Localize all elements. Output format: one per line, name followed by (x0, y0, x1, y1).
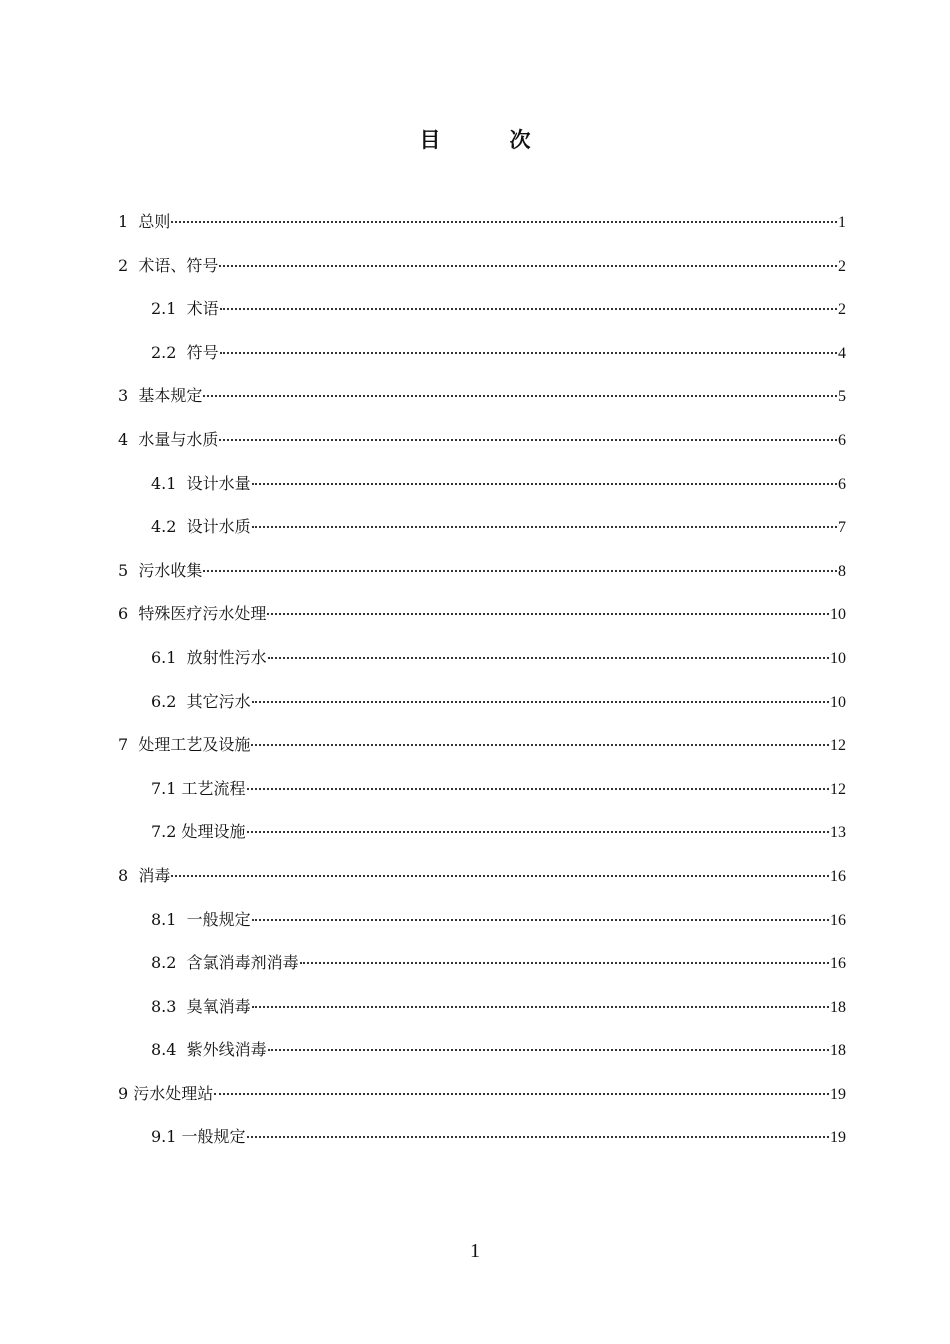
toc-leader-dots (252, 1005, 829, 1008)
table-of-contents (118, 204, 846, 1163)
page-title: 目 次 (419, 127, 555, 152)
toc-leader-dots (252, 482, 837, 485)
toc-leader-dots (220, 351, 837, 354)
toc-leader-dots (247, 830, 829, 833)
toc-entry-page: 8 (838, 562, 846, 580)
toc-entry[interactable] (118, 596, 846, 640)
toc-entry[interactable] (118, 989, 846, 1033)
toc-leader-dots (203, 394, 837, 397)
toc-entry-label: 2.1 术语 (151, 299, 219, 319)
toc-entry-page: 6 (838, 475, 846, 493)
toc-entry-page: 16 (830, 955, 846, 973)
toc-entry-page: 10 (830, 693, 846, 711)
toc-entry[interactable] (118, 1119, 846, 1163)
toc-entry-page: 19 (830, 1085, 846, 1103)
toc-entry-page: 12 (830, 780, 846, 798)
toc-leader-dots (300, 961, 829, 964)
toc-leader-dots (251, 743, 829, 746)
toc-leader-dots (252, 525, 837, 528)
toc-entry-label: 4.2 设计水质 (151, 517, 251, 537)
toc-entry-label: 6 特殊医疗污水处理 (118, 604, 267, 624)
toc-entry-label: 8.4 紫外线消毒 (151, 1040, 267, 1060)
toc-entry-label: 9 污水处理站 (118, 1083, 214, 1103)
toc-entry[interactable] (118, 902, 846, 946)
toc-entry-page: 12 (830, 737, 846, 755)
toc-entry[interactable] (118, 553, 846, 597)
toc-entry-label: 7.2 处理设施 (151, 822, 246, 842)
toc-entry[interactable] (118, 771, 846, 815)
toc-entry[interactable] (118, 335, 846, 379)
toc-entry-page: 1 (838, 214, 846, 231)
toc-entry[interactable] (118, 858, 846, 902)
toc-entry[interactable] (118, 248, 846, 292)
toc-entry-label: 9.1 一般规定 (151, 1127, 246, 1147)
toc-entry-label: 2.2 符号 (151, 342, 219, 362)
toc-entry-page: 18 (830, 998, 846, 1016)
toc-entry[interactable] (118, 422, 846, 466)
toc-entry-label: 4 水量与水质 (118, 429, 219, 449)
toc-entry-label: 8.1 一般规定 (151, 909, 251, 929)
toc-entry-label: 1 总则 (118, 212, 171, 231)
toc-entry-page: 13 (830, 824, 846, 842)
toc-leader-dots (203, 569, 837, 572)
toc-entry[interactable] (118, 509, 846, 553)
toc-entry[interactable] (118, 945, 846, 989)
toc-entry-label: 6.2 其它污水 (151, 691, 251, 711)
toc-entry-page: 7 (838, 519, 846, 537)
toc-entry-page: 2 (838, 301, 846, 319)
toc-entry-page: 16 (830, 911, 846, 929)
toc-entry[interactable] (118, 727, 846, 771)
toc-leader-dots (171, 874, 829, 877)
toc-entry[interactable] (118, 1076, 846, 1120)
toc-leader-dots (220, 307, 837, 310)
toc-entry-label: 7.1 工艺流程 (151, 778, 246, 798)
toc-leader-dots (268, 656, 829, 659)
toc-entry-page: 10 (830, 606, 846, 624)
toc-entry[interactable] (118, 1032, 846, 1076)
toc-entry-label: 4.1 设计水量 (151, 473, 251, 493)
toc-entry-label: 6.1 放射性污水 (151, 647, 267, 667)
toc-leader-dots (214, 1092, 829, 1095)
toc-leader-dots (247, 1135, 829, 1138)
toc-entry[interactable] (118, 684, 846, 728)
toc-entry-label: 5 污水收集 (118, 560, 203, 580)
toc-entry-label: 3 基本规定 (118, 386, 203, 406)
toc-leader-dots (268, 1048, 829, 1051)
toc-entry[interactable] (118, 204, 846, 248)
toc-entry-page: 4 (838, 344, 846, 362)
toc-entry-page: 18 (830, 1042, 846, 1060)
toc-entry-label: 7 处理工艺及设施 (118, 735, 251, 755)
toc-entry-label: 8 消毒 (118, 865, 171, 885)
toc-leader-dots (219, 264, 837, 267)
toc-entry-page: 5 (838, 388, 846, 406)
toc-entry-label: 2 术语、符号 (118, 255, 219, 275)
toc-entry-label: 8.3 臭氧消毒 (151, 996, 251, 1016)
toc-entry[interactable] (118, 291, 846, 335)
toc-entry-page: 10 (830, 649, 846, 667)
toc-entry-page: 16 (830, 867, 846, 885)
toc-leader-dots (219, 438, 837, 441)
page-number: 1 (470, 1240, 480, 1262)
toc-entry[interactable] (118, 814, 846, 858)
toc-leader-dots (171, 220, 837, 223)
toc-leader-dots (252, 918, 829, 921)
toc-entry-page: 2 (838, 257, 846, 275)
toc-entry[interactable] (118, 466, 846, 510)
toc-leader-dots (252, 700, 829, 703)
toc-entry[interactable] (118, 640, 846, 684)
toc-leader-dots (247, 787, 829, 790)
toc-leader-dots (267, 612, 829, 615)
toc-entry-page: 6 (838, 431, 846, 449)
toc-entry[interactable] (118, 378, 846, 422)
toc-entry-label: 8.2 含氯消毒剂消毒 (151, 953, 299, 973)
toc-entry-page: 19 (830, 1129, 846, 1147)
